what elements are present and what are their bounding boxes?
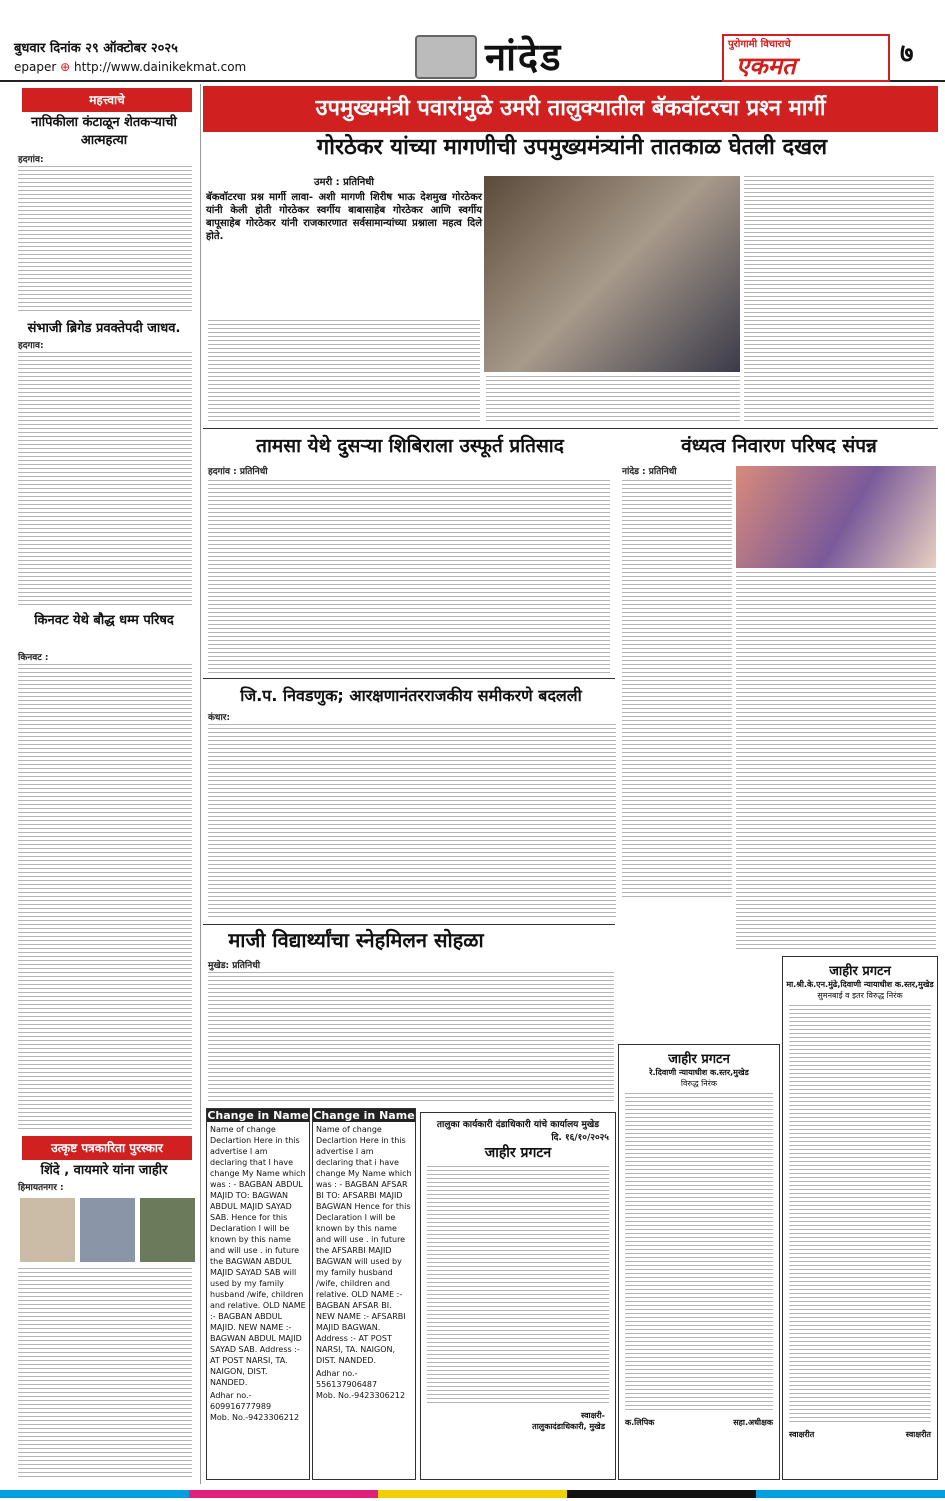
story-dhamma-headline: किनवट येथे बौद्ध धम्म परिषद	[34, 613, 174, 628]
office-sign-label: स्वाक्षरी-	[580, 1411, 605, 1420]
color-registration-bar	[0, 1490, 945, 1498]
zp-election-body	[208, 724, 616, 920]
story-farmer-suicide-dateline: हदगांव:	[18, 155, 44, 165]
court-notice-2-body	[625, 1093, 773, 1413]
court-notice-1-body	[789, 1005, 931, 1425]
court-notice-1	[782, 956, 938, 1480]
change-in-name-notice-2	[312, 1108, 416, 1480]
infertility-dateline: नांदेड : प्रतिनिधी	[622, 467, 677, 477]
lead-subhead: गोरठेकर यांच्या मागणीची उपमुख्यमंत्र्यांनी तातकाळ घेतली दखल	[316, 135, 828, 160]
infertility-headline: वंध्यत्व निवारण परिषद संपन्न	[681, 435, 877, 457]
notice-1-title: Change in Name	[207, 1109, 309, 1122]
tamasa-body	[208, 480, 610, 674]
infertility-photo	[736, 466, 936, 568]
epaper-link[interactable]	[14, 60, 246, 74]
zp-election-dateline: कंधार:	[208, 713, 231, 723]
emblem-icon	[415, 35, 477, 79]
notice-2-title: Change in Name	[313, 1109, 415, 1122]
notice-2-adhar: Adhar no.- 556137906487	[316, 1369, 378, 1389]
photo-person-3	[140, 1198, 195, 1262]
office-signatory: तालुकादंडाधिकारी, मुखेड	[532, 1422, 605, 1431]
section-title: नांदेड	[485, 35, 563, 79]
story-dhamma-dateline: किनवट :	[18, 653, 49, 663]
story-brigade-dateline: हदगाव:	[18, 341, 44, 351]
notice-2-body: Name of change Declartion Here in this advertise I am declaring that i have change My Name which was : - BAGBAN AFSAR BI TO: AFSARBI MAJID BAGWAN Hence for this Declaration I will be known by this name and will use . in future the AFSARBI MAJID BAGWAN will used by my family husband /wife, children and relative. OLD NAME :- BAGBAN AFSAR BI. NEW NAME :- AFSARBI MAJID BAGWAN. Address :- AT POST NARSI, TA. NAIGON, DIST. NANDED.	[316, 1125, 412, 1365]
taluka-office-notice	[420, 1112, 616, 1480]
story-award-body	[18, 1268, 192, 1478]
office-title: तालुका कार्यकारी दंडाधिकारी यांचे कार्यालय मुखेड	[436, 1120, 600, 1130]
lead-headline: उपमुख्यमंत्री पवारांमुळे उमरी तालुक्यातील बॅकवॉटरचा प्रश्‍न मार्गी	[203, 86, 938, 132]
photo-person-1	[20, 1198, 75, 1262]
alumni-headline: माजी विद्यार्थ्यांचा स्नेहमिलन सोहळा	[228, 928, 484, 952]
court-notice-2-superintendent: सहा.अधीक्षक	[733, 1418, 773, 1427]
notice-1-body: Name of change Declartion Here in this advertise I am declaring that I have change My Name which was : - BAGBAN ABDUL MAJID TO: BAGWAN ABDUL MAJID SAYAD SAB. Hence for this Declaration I will be known by this name and will use . in future the BAGWAN ABDUL MAJID SAYAD SAB will used by my family husband /wife, children and relative. OLD NAME :- BAGBAN ABDUL MAJID. NEW NAME :- BAGWAN ABDUL MAJID SAYAD SAB. Address :- AT POST NARSI, TA. NAIGON, DIST. NANDED.	[210, 1125, 306, 1387]
brand-tagline: पुरोगामी विचाराचे	[728, 39, 791, 50]
lead-body-left	[208, 320, 480, 424]
epaper-label: epaper	[14, 60, 57, 74]
court-notice-1-court: मा.श्री.के.एन.मुंढे,दिवाणी न्यायाधीश क.स्तर,मुखेड	[786, 980, 934, 989]
story-farmer-suicide-headline: नापिकीला कंटाळून शेतकऱ्याची आत्महत्या	[31, 115, 177, 148]
office-notice-title: जाहीर प्रगटन	[484, 1145, 552, 1161]
notice-1-adhar: Adhar no.- 609916777989	[210, 1391, 272, 1411]
story-brigade-body	[18, 352, 192, 608]
divider	[203, 678, 615, 679]
lead-photo	[484, 176, 740, 372]
story-award-dateline: हिमायतनगर :	[18, 1183, 64, 1193]
court-notice-1-case: सुमनबाई व इतर विरुद्ध निरंक	[817, 991, 903, 1000]
section-band-award: उत्कृष्ट पत्रकारिता पुरस्कार	[22, 1136, 192, 1160]
globe-icon: ⊕	[60, 60, 71, 74]
tamasa-headline: तामसा येथे दुसऱ्या शिबिराला उस्फूर्त प्रतिसाद	[256, 435, 564, 457]
divider	[203, 924, 615, 925]
photo-person-2	[80, 1198, 135, 1262]
notice-1-mob: Mob. No.-9423306212	[210, 1413, 300, 1422]
divider	[203, 428, 938, 429]
brand-name: एकमत	[736, 52, 796, 80]
court-notice-2-case: विरुद्ध निरंक	[680, 1079, 718, 1088]
court-notice-2-clerk: क.लिपिक	[625, 1418, 655, 1427]
lead-body-right	[744, 176, 934, 424]
infertility-body-right	[736, 572, 936, 952]
section-band-important: महत्त्वाचे	[22, 88, 192, 112]
court-notice-1-sign-left: स्वाक्षरीत	[789, 1430, 815, 1439]
epaper-url: http://www.dainikekmat.com	[74, 60, 247, 74]
story-farmer-suicide-body	[18, 166, 192, 314]
story-award-headline: शिंदे , वायमारे यांना जाहीर	[40, 1163, 168, 1178]
tamasa-dateline: हदगांव : प्रतिनिधी	[208, 467, 268, 477]
court-notice-1-title: जाहीर प्रगटन	[829, 964, 891, 979]
story-brigade-headline: संभाजी ब्रिगेड प्रवक्तेपदी जाधव.	[27, 321, 181, 336]
notice-2-mob: Mob. No.-9423306212	[316, 1391, 406, 1400]
office-date: दि. १६/१०/२०२५	[551, 1133, 609, 1143]
issue-date: बुधवार दिनांक २९ ऑक्टोबर २०२५	[14, 41, 178, 56]
lead-body-under-photo	[486, 376, 740, 424]
court-notice-2-title: जाहीर प्रगटन	[668, 1052, 730, 1067]
lead-intro-box	[206, 176, 482, 316]
office-notice-body	[427, 1166, 609, 1406]
alumni-dateline: मुखेड: प्रतिनिधी	[208, 961, 261, 971]
alumni-body	[208, 972, 614, 1102]
court-notice-2-court: रे.दिवाणी न्यायाधीश क.स्तर,मुखेड	[649, 1068, 749, 1077]
page-number: ७	[900, 39, 914, 69]
change-in-name-notice-1	[206, 1108, 310, 1480]
court-notice-1-sign-right: स्वाक्षरीत	[905, 1430, 931, 1439]
lead-intro: बॅकवॉटरचा प्रश्न मार्गी लावा- अशी मागणी शिरीष भाऊ देशमुख गोरठेकर यांनी केली होती गोरठेकर स्वर्गीय बाबासाहेब गोरठेकर आणि स्वर्गीय बापूसाहेब गोरठेकर यांनी राजकारणात सर्वसामान्यांच्या प्रश्नाला महत्व दिले होते.	[206, 192, 482, 242]
lead-byline: उमरी : प्रतिनिधी	[314, 177, 374, 188]
story-dhamma-body	[18, 664, 192, 1132]
court-notice-2	[618, 1044, 780, 1480]
infertility-body-left	[622, 480, 732, 900]
zp-election-headline: जि.प. निवडणुक; आरक्षणानंतरराजकीय समीकरणे बदलली	[240, 686, 582, 705]
